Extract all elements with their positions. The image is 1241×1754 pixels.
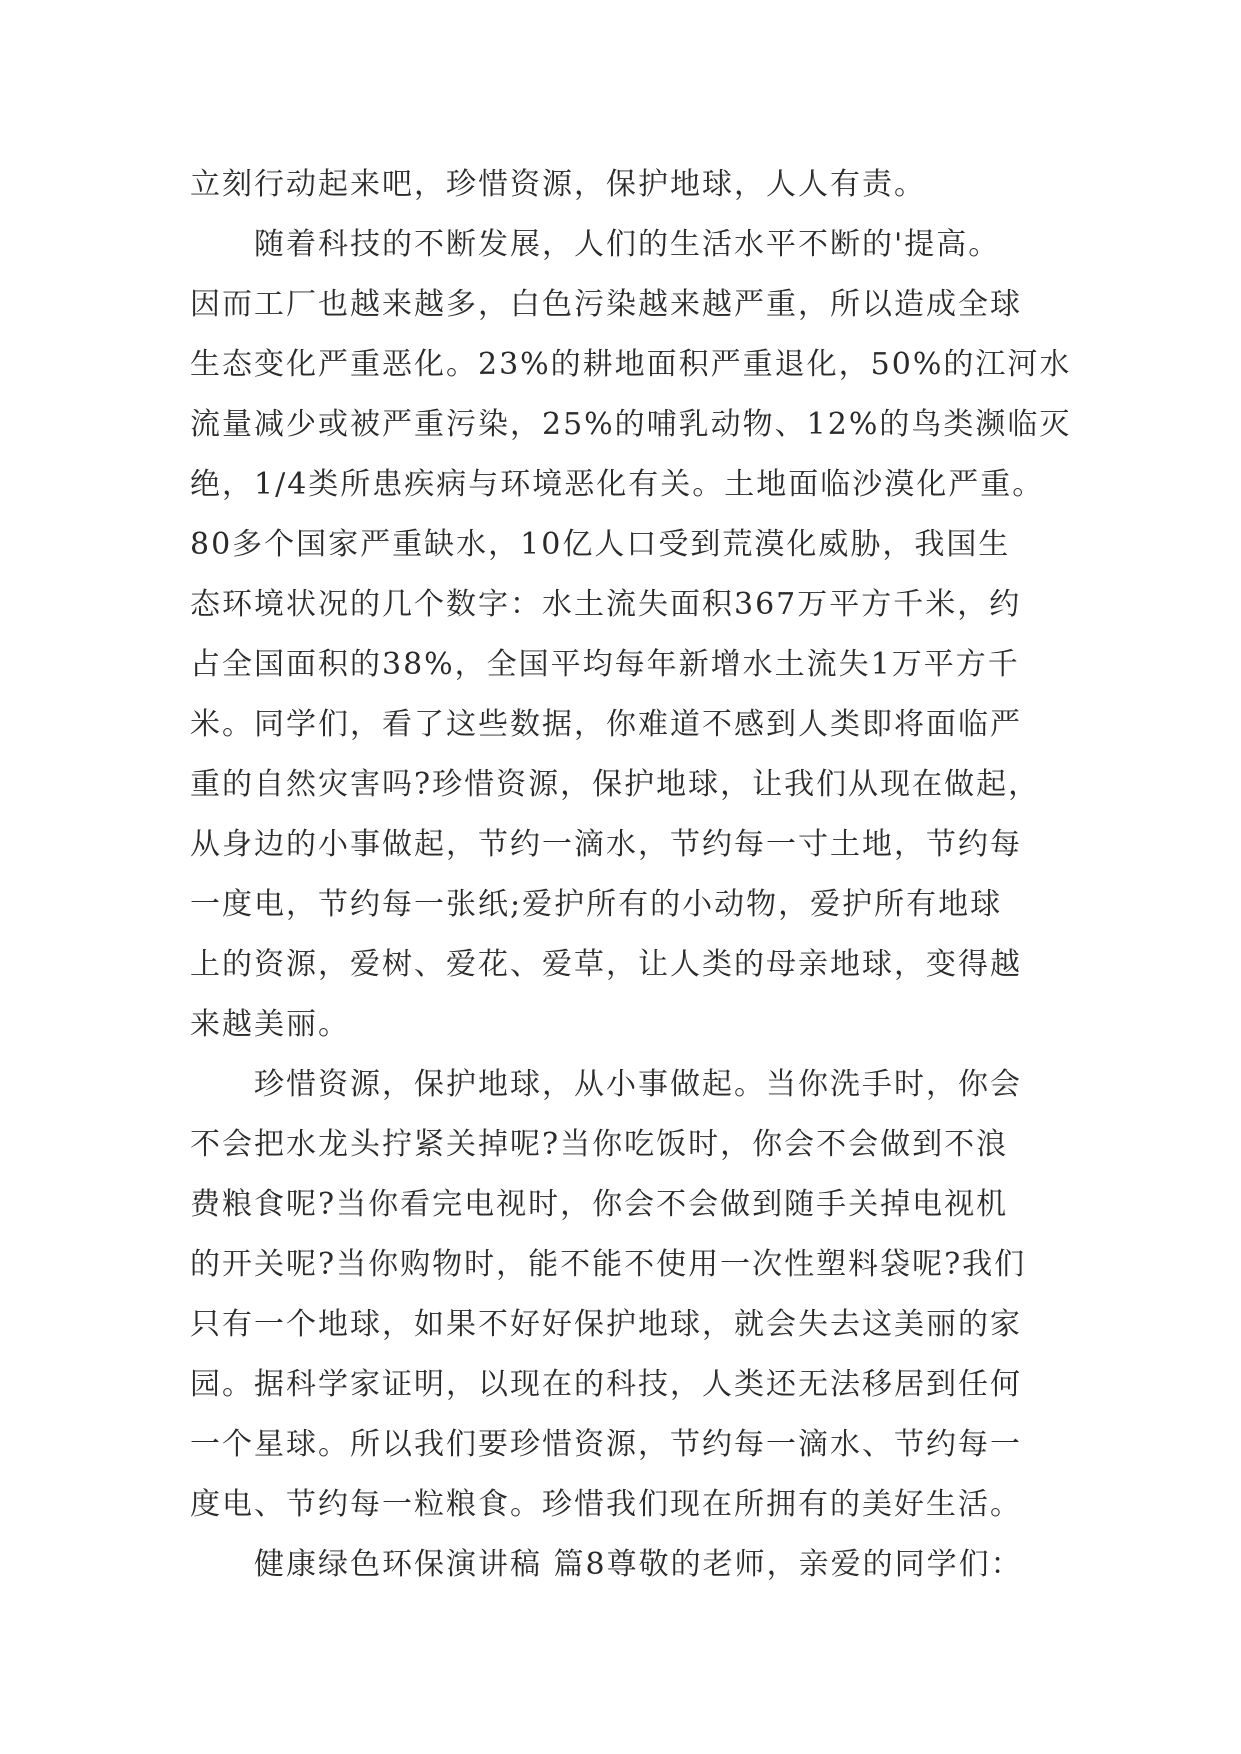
text-line: 来越美丽。 bbox=[190, 1007, 350, 1042]
text-line: 流量减少或被严重污染，25%的哺乳动物、12%的鸟类濒临灭 bbox=[190, 407, 1072, 442]
text-line: 的开关呢?当你购物时，能不能不使用一次性塑料袋呢?我们 bbox=[190, 1247, 1027, 1282]
text-line: 占全国面积的38%，全国平均每年新增水土流失1万平方千 bbox=[190, 647, 1020, 682]
text-line: 立刻行动起来吧，珍惜资源，保护地球，人人有责。 bbox=[190, 167, 926, 202]
text-line: 一个星球。所以我们要珍惜资源，节约每一滴水、节约每一 bbox=[190, 1427, 1022, 1462]
text-line: 因而工厂也越来越多，白色污染越来越严重，所以造成全球 bbox=[190, 287, 1022, 322]
text-line: 80多个国家严重缺水，10亿人口受到荒漠化威胁，我国生 bbox=[190, 527, 1011, 562]
text-line: 态环境状况的几个数字：水土流失面积367万平方千米，约 bbox=[190, 587, 1022, 622]
text-line: 从身边的小事做起，节约一滴水，节约每一寸土地，节约每 bbox=[190, 827, 1022, 862]
paragraph-start-line: 随着科技的不断发展，人们的生活水平不断的'提高。 bbox=[254, 227, 1001, 262]
text-line: 一度电，节约每一张纸;爱护所有的小动物，爱护所有地球 bbox=[190, 887, 1003, 922]
text-line: 绝，1/4类所患疾病与环境恶化有关。土地面临沙漠化严重。 bbox=[190, 467, 1045, 502]
paragraph-start-line: 健康绿色环保演讲稿 篇8尊敬的老师，亲爱的同学们： bbox=[254, 1547, 1023, 1582]
text-line: 只有一个地球，如果不好好保护地球，就会失去这美丽的家 bbox=[190, 1307, 1022, 1342]
document-body bbox=[190, 155, 1090, 1595]
paragraph-start-line: 珍惜资源，保护地球，从小事做起。当你洗手时，你会 bbox=[254, 1067, 1022, 1102]
text-line: 费粮食呢?当你看完电视时，你会不会做到随手关掉电视机 bbox=[190, 1187, 1009, 1222]
text-line: 度电、节约每一粒粮食。珍惜我们现在所拥有的美好生活。 bbox=[190, 1487, 1022, 1522]
text-line: 重的自然灾害吗?珍惜资源，保护地球，让我们从现在做起， bbox=[190, 767, 1041, 802]
text-line: 米。同学们，看了这些数据，你难道不感到人类即将面临严 bbox=[190, 707, 1022, 742]
text-line: 园。据科学家证明，以现在的科技，人类还无法移居到任何 bbox=[190, 1367, 1022, 1402]
text-line: 生态变化严重恶化。23%的耕地面积严重退化，50%的江河水 bbox=[190, 347, 1072, 382]
text-line: 上的资源，爱树、爱花、爱草，让人类的母亲地球，变得越 bbox=[190, 947, 1022, 982]
text-line: 不会把水龙头拧紧关掉呢?当你吃饭时，你会不会做到不浪 bbox=[190, 1127, 1009, 1162]
